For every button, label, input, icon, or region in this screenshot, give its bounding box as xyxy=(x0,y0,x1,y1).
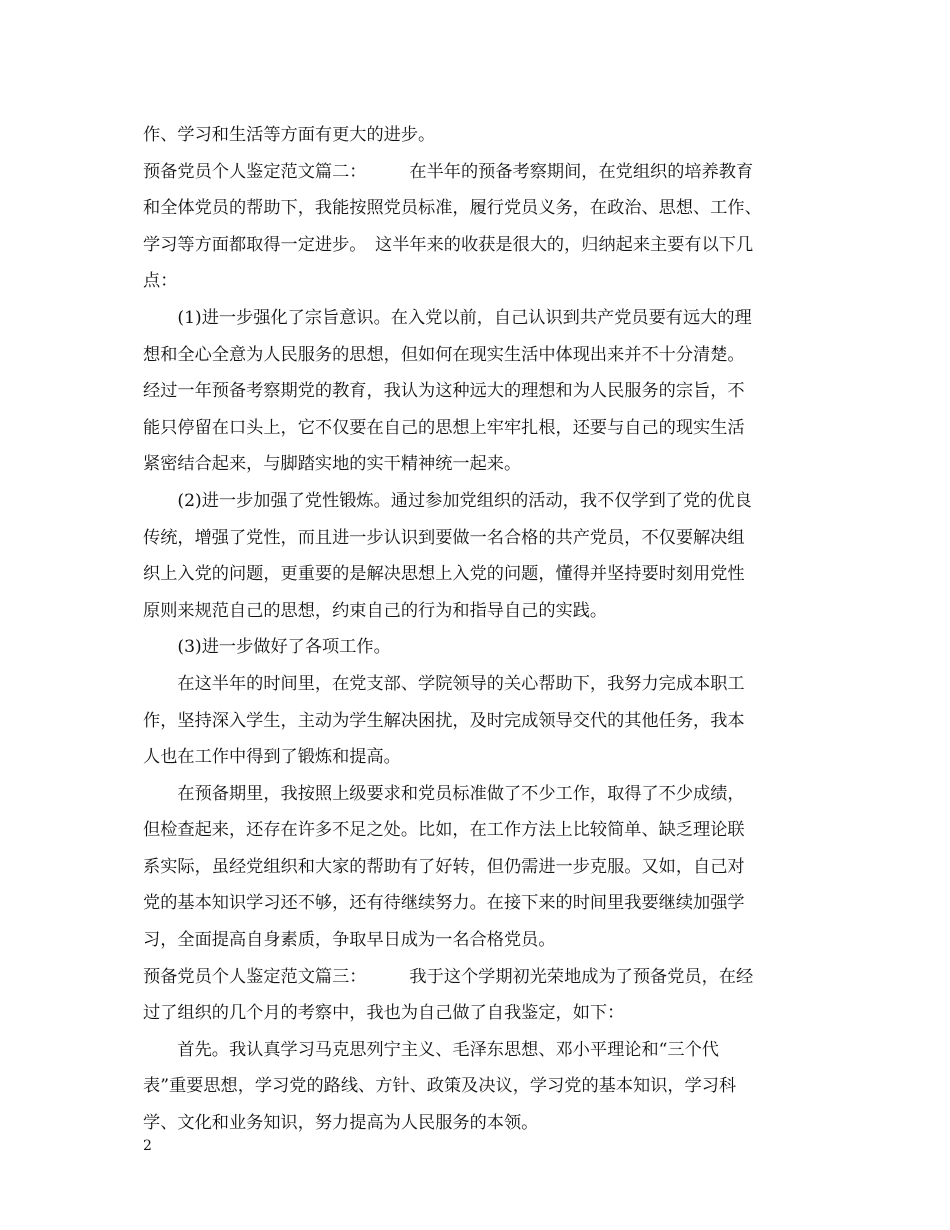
text-line-19: 在预备期里，我按照上级要求和党员标准做了不少工作，取得了不少成绩， xyxy=(143,783,745,804)
text-line-6: (1)进一步强化了宗旨意识。在入党以前，自己认识到共产党员要有远大的理 xyxy=(143,307,752,328)
text-line-28: 学、文化和业务知识，努力提高为人民服务的本领。 xyxy=(143,1113,539,1134)
text-line-17: 作，坚持深入学生，主动为学生解决困扰，及时完成领导交代的其他任务，我本 xyxy=(143,710,745,731)
text-line-13: 织上入党的问题，更重要的是解决思想上入党的问题，懂得并坚持要时刻用党性 xyxy=(143,564,745,585)
text-line-12: 传统，增强了党性，而且进一步认识到要做一名合格的共产党员，不仅要解决组 xyxy=(143,527,745,548)
text-line-1: 作、学习和生活等方面有更大的进步。 xyxy=(143,125,436,145)
text-line-22: 党的基本知识学习还不够，还有待继续努力。在接下来的时间里我要继续加强学 xyxy=(143,893,745,914)
text-line-11: (2)进一步加强了党性锻炼。通过参加党组织的活动，我不仅学到了党的优良 xyxy=(143,490,752,511)
text-line-21: 系实际，虽经党组织和大家的帮助有了好转，但仍需进一步克服。又如，自己对 xyxy=(143,856,745,877)
text-line-3: 和全体党员的帮助下，我能按照党员标准，履行党员义务，在政治、思想、工作、 xyxy=(143,198,762,219)
text-line-2: 预备党员个人鉴定范文篇二： 在半年的预备考察期间，在党组织的培养教育 xyxy=(143,161,754,182)
text-line-24: 预备党员个人鉴定范文篇三： 我于这个学期初光荣地成为了预备党员，在经 xyxy=(143,966,754,987)
text-line-8: 经过一年预备考察期党的教育，我认为这种远大的理想和为人民服务的宗旨，不 xyxy=(143,381,745,402)
text-line-26: 首先。我认真学习马克思列宁主义、毛泽东思想、邓小平理论和“三个代 xyxy=(143,1039,719,1060)
text-line-14: 原则来规范自己的思想，约束自己的行为和指导自己的实践。 xyxy=(143,600,608,621)
text-line-5: 点： xyxy=(143,271,178,292)
text-line-18: 人也在工作中得到了锻炼和提高。 xyxy=(143,747,401,768)
text-line-16: 在这半年的时间里，在党支部、学院领导的关心帮助下，我努力完成本职工 xyxy=(143,673,745,694)
text-line-4: 学习等方面都取得一定进步。 这半年来的收获是很大的，归纳起来主要有以下几 xyxy=(143,234,754,255)
text-line-15: (3)进一步做好了各项工作。 xyxy=(143,637,391,658)
page-number: 2 xyxy=(143,1138,152,1154)
text-line-25: 过了组织的几个月的考察中，我也为自己做了自我鉴定，如下： xyxy=(143,1003,625,1024)
text-line-27: 表”重要思想，学习党的路线、方针、政策及决议，学习党的基本知识，学习科 xyxy=(143,1076,737,1097)
text-line-7: 想和全心全意为人民服务的思想，但如何在现实生活中体现出来并不十分清楚。 xyxy=(143,344,745,365)
text-line-9: 能只停留在口头上，它不仅要在自己的思想上牢牢扎根，还要与自己的现实生活 xyxy=(143,417,745,438)
text-line-10: 紧密结合起来，与脚踏实地的实干精神统一起来。 xyxy=(143,454,522,475)
document-body xyxy=(143,117,828,1142)
text-line-23: 习，全面提高自身素质，争取早日成为一名合格党员。 xyxy=(143,930,556,951)
text-line-20: 但检查起来，还存在许多不足之处。比如，在工作方法上比较简单、缺乏理论联 xyxy=(143,820,745,841)
